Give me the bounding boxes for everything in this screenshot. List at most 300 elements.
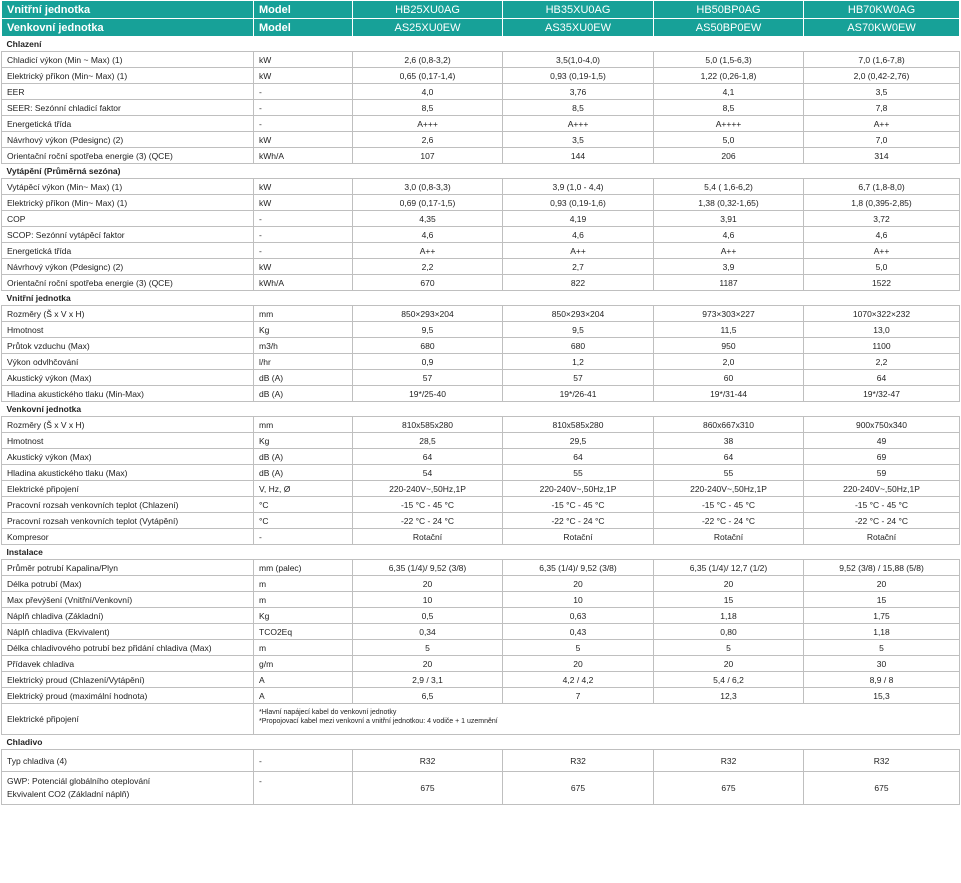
row-value: 3,5 <box>804 84 960 100</box>
row-value: 3,5 <box>503 132 654 148</box>
row-value: 28,5 <box>353 433 503 449</box>
row-value: 64 <box>804 370 960 386</box>
spec-row <box>2 417 960 433</box>
row-value: -22 °C - 24 °C <box>503 513 654 529</box>
row-value: 20 <box>654 576 804 592</box>
spec-row <box>2 84 960 100</box>
row-value: A++++ <box>654 116 804 132</box>
row-value: 850×293×204 <box>503 306 654 322</box>
row-label: Elektrický proud (Chlazení/Vytápění) <box>2 672 254 688</box>
row-value: 0,65 (0,17-1,4) <box>353 68 503 84</box>
row-value: 20 <box>503 576 654 592</box>
row-value: 5,0 (1,5-6,3) <box>654 52 804 68</box>
row-unit: - <box>254 243 353 259</box>
row-value: 1,75 <box>804 608 960 624</box>
row-value: 59 <box>804 465 960 481</box>
note-line: *Hlavní napájecí kabel do venkovní jednotky <box>259 709 397 716</box>
spec-row <box>2 386 960 402</box>
row-value: 3,0 (0,8-3,3) <box>353 179 503 195</box>
row-value: 810x585x280 <box>503 417 654 433</box>
indoor-model: HB70KW0AG <box>804 1 960 19</box>
note-line: *Propojovací kabel mezi venkovní a vnitřní jednotkou: 4 vodiče + 1 uzemnění <box>259 718 498 725</box>
row-label: Hmotnost <box>2 322 254 338</box>
spec-row <box>2 148 960 164</box>
row-value: A++ <box>654 243 804 259</box>
row-value: 675 <box>503 772 654 805</box>
row-value: A+++ <box>353 116 503 132</box>
indoor-model: HB35XU0AG <box>503 1 654 19</box>
row-value: 8,5 <box>353 100 503 116</box>
spec-row <box>2 354 960 370</box>
row-value: 60 <box>654 370 804 386</box>
row-value: 1,2 <box>503 354 654 370</box>
row-label: Návrhový výkon (Pdesignc) (2) <box>2 132 254 148</box>
spec-row <box>2 656 960 672</box>
row-value: 55 <box>503 465 654 481</box>
row-value: 1100 <box>804 338 960 354</box>
row-label: Orientační roční spotřeba energie (3) (QCE) <box>2 148 254 164</box>
section-header <box>2 37 960 52</box>
row-value: 5,4 / 6,2 <box>654 672 804 688</box>
row-value: 3,9 <box>654 259 804 275</box>
row-value: 0,63 <box>503 608 654 624</box>
row-value: 3,76 <box>503 84 654 100</box>
row-unit: dB (A) <box>254 386 353 402</box>
spec-row <box>2 624 960 640</box>
connection-note-row <box>2 704 960 735</box>
row-unit: Kg <box>254 433 353 449</box>
row-unit: kW <box>254 179 353 195</box>
row-value: 4,19 <box>503 211 654 227</box>
row-value: 8,9 / 8 <box>804 672 960 688</box>
row-value: 822 <box>503 275 654 291</box>
spec-row <box>2 52 960 68</box>
section-header <box>2 164 960 179</box>
row-label: Elektrický příkon (Min~ Max) (1) <box>2 195 254 211</box>
outdoor-header-row <box>2 19 960 37</box>
spec-row <box>2 560 960 576</box>
row-value: 29,5 <box>503 433 654 449</box>
row-value: 0,80 <box>654 624 804 640</box>
row-label: Rozměry (Š x V x H) <box>2 417 254 433</box>
spec-row <box>2 608 960 624</box>
row-value: 4,2 / 4,2 <box>503 672 654 688</box>
row-label: Délka potrubí (Max) <box>2 576 254 592</box>
row-value: 1,18 <box>654 608 804 624</box>
row-unit: - <box>254 84 353 100</box>
row-value: 2,9 / 3,1 <box>353 672 503 688</box>
row-value: 2,7 <box>503 259 654 275</box>
row-unit: m <box>254 592 353 608</box>
row-value: 10 <box>353 592 503 608</box>
row-value: 850×293×204 <box>353 306 503 322</box>
row-value: 7,8 <box>804 100 960 116</box>
row-value: 2,2 <box>353 259 503 275</box>
indoor-model-label: Model <box>254 1 353 19</box>
spec-row <box>2 640 960 656</box>
gwp-label-line: Ekvivalent CO2 (Základní náplň) <box>7 789 130 799</box>
row-value: 0,93 (0,19-1,5) <box>503 68 654 84</box>
spec-row <box>2 116 960 132</box>
row-value: 0,34 <box>353 624 503 640</box>
spec-row <box>2 338 960 354</box>
row-value: A++ <box>503 243 654 259</box>
outdoor-model: AS35XU0EW <box>503 19 654 37</box>
row-label: Délka chladivového potrubí bez přidání chladiva (Max) <box>2 640 254 656</box>
row-value: 3,72 <box>804 211 960 227</box>
row-value: 19*/26-41 <box>503 386 654 402</box>
spec-row <box>2 259 960 275</box>
row-unit: - <box>254 772 353 805</box>
section-title: Venkovní jednotka <box>2 402 960 417</box>
row-value: A+++ <box>503 116 654 132</box>
row-value: 5,0 <box>804 259 960 275</box>
row-value: -22 °C - 24 °C <box>654 513 804 529</box>
row-value: 680 <box>503 338 654 354</box>
row-value: 1,18 <box>804 624 960 640</box>
row-value: 2,6 <box>353 132 503 148</box>
section-header <box>2 291 960 306</box>
row-label: Elektrické připojení <box>2 481 254 497</box>
row-value: 0,9 <box>353 354 503 370</box>
row-value: 7 <box>503 688 654 704</box>
row-value: 6,7 (1,8-8,0) <box>804 179 960 195</box>
outdoor-model-label: Model <box>254 19 353 37</box>
row-value: A++ <box>804 243 960 259</box>
row-label: Náplň chladiva (Základní) <box>2 608 254 624</box>
row-value: 13,0 <box>804 322 960 338</box>
row-value: R32 <box>503 750 654 772</box>
row-value: -22 °C - 24 °C <box>353 513 503 529</box>
row-value: 19*/31-44 <box>654 386 804 402</box>
row-unit: - <box>254 116 353 132</box>
row-label: SCOP: Sezónní vytápěcí faktor <box>2 227 254 243</box>
indoor-model: HB25XU0AG <box>353 1 503 19</box>
row-value: 20 <box>804 576 960 592</box>
row-value: 5 <box>804 640 960 656</box>
row-label: Elektrické připojení <box>2 704 254 735</box>
row-unit: kWh/A <box>254 148 353 164</box>
row-value: 38 <box>654 433 804 449</box>
row-value: 69 <box>804 449 960 465</box>
spec-row <box>2 195 960 211</box>
indoor-unit-label: Vnitřní jednotka <box>2 1 254 19</box>
outdoor-model: AS50BP0EW <box>654 19 804 37</box>
spec-row <box>2 497 960 513</box>
spec-row <box>2 370 960 386</box>
row-value: R32 <box>353 750 503 772</box>
row-value: 4,6 <box>804 227 960 243</box>
spec-row <box>2 772 960 805</box>
row-label: Akustický výkon (Max) <box>2 449 254 465</box>
row-value: 57 <box>353 370 503 386</box>
row-label: Hladina akustického tlaku (Min-Max) <box>2 386 254 402</box>
row-unit: dB (A) <box>254 370 353 386</box>
row-value: 220-240V~,50Hz,1P <box>804 481 960 497</box>
row-value: 64 <box>503 449 654 465</box>
row-value: 1,38 (0,32-1,65) <box>654 195 804 211</box>
row-label: Průtok vzduchu (Max) <box>2 338 254 354</box>
row-value: 4,1 <box>654 84 804 100</box>
row-unit: °C <box>254 497 353 513</box>
row-value: 9,52 (3/8) / 15,88 (5/8) <box>804 560 960 576</box>
section-title: Vytápění (Průměrná sezóna) <box>2 164 960 179</box>
row-value: 973×303×227 <box>654 306 804 322</box>
section-header <box>2 545 960 560</box>
row-unit: m <box>254 640 353 656</box>
row-value: 107 <box>353 148 503 164</box>
row-value: R32 <box>654 750 804 772</box>
row-unit: - <box>254 750 353 772</box>
spec-row <box>2 211 960 227</box>
row-value: 1522 <box>804 275 960 291</box>
row-value: A++ <box>353 243 503 259</box>
row-value: 220-240V~,50Hz,1P <box>503 481 654 497</box>
row-value: 8,5 <box>503 100 654 116</box>
row-value: 1187 <box>654 275 804 291</box>
row-value: -15 °C - 45 °C <box>503 497 654 513</box>
section-header <box>2 735 960 750</box>
row-value: Rotační <box>353 529 503 545</box>
row-value: 7,0 (1,6-7,8) <box>804 52 960 68</box>
row-value: 5,0 <box>654 132 804 148</box>
row-label: EER <box>2 84 254 100</box>
row-value: 810x585x280 <box>353 417 503 433</box>
row-unit: dB (A) <box>254 449 353 465</box>
row-unit: °C <box>254 513 353 529</box>
indoor-model: HB50BP0AG <box>654 1 804 19</box>
row-value: 5 <box>353 640 503 656</box>
row-value: 19*/32-47 <box>804 386 960 402</box>
row-value: 20 <box>353 656 503 672</box>
row-value: 220-240V~,50Hz,1P <box>654 481 804 497</box>
row-unit: V, Hz, Ø <box>254 481 353 497</box>
row-unit: kW <box>254 52 353 68</box>
gwp-label-line: GWP: Potenciál globálního oteplování <box>7 776 151 786</box>
section-title: Chlazení <box>2 37 960 52</box>
row-value: 3,9 (1,0 - 4,4) <box>503 179 654 195</box>
row-label: Akustický výkon (Max) <box>2 370 254 386</box>
row-value: 55 <box>654 465 804 481</box>
section-title: Instalace <box>2 545 960 560</box>
row-value: -15 °C - 45 °C <box>804 497 960 513</box>
row-label: Průměr potrubí Kapalina/Plyn <box>2 560 254 576</box>
row-value: 10 <box>503 592 654 608</box>
row-label: Typ chladiva (4) <box>2 750 254 772</box>
row-label: Elektrický příkon (Min~ Max) (1) <box>2 68 254 84</box>
row-value: 6,5 <box>353 688 503 704</box>
row-value: 15,3 <box>804 688 960 704</box>
row-value: 4,6 <box>353 227 503 243</box>
row-value: 30 <box>804 656 960 672</box>
outdoor-model: AS70KW0EW <box>804 19 960 37</box>
row-label: Kompresor <box>2 529 254 545</box>
row-label: Orientační roční spotřeba energie (3) (QCE) <box>2 275 254 291</box>
row-value: 19*/25-40 <box>353 386 503 402</box>
row-label: Vytápěcí výkon (Min~ Max) (1) <box>2 179 254 195</box>
row-label: Chladicí výkon (Min ~ Max) (1) <box>2 52 254 68</box>
row-unit: kW <box>254 259 353 275</box>
indoor-header-row <box>2 1 960 19</box>
spec-row <box>2 68 960 84</box>
spec-row <box>2 688 960 704</box>
row-unit: mm <box>254 306 353 322</box>
row-value: 670 <box>353 275 503 291</box>
row-value: 57 <box>503 370 654 386</box>
row-value: 7,0 <box>804 132 960 148</box>
row-unit: m <box>254 576 353 592</box>
outdoor-unit-label: Venkovní jednotka <box>2 19 254 37</box>
row-value: A++ <box>804 116 960 132</box>
row-value: 860x667x310 <box>654 417 804 433</box>
row-label: Pracovní rozsah venkovních teplot (Chlazení) <box>2 497 254 513</box>
spec-row <box>2 513 960 529</box>
row-value: 1070×322×232 <box>804 306 960 322</box>
row-value: 4,0 <box>353 84 503 100</box>
row-value: 3,5(1,0-4,0) <box>503 52 654 68</box>
row-value: 680 <box>353 338 503 354</box>
row-label: Výkon odvlhčování <box>2 354 254 370</box>
row-value: 0,43 <box>503 624 654 640</box>
row-label <box>2 772 254 805</box>
row-unit: TCO2Eq <box>254 624 353 640</box>
row-value: 12,3 <box>654 688 804 704</box>
row-unit: - <box>254 529 353 545</box>
row-value: -15 °C - 45 °C <box>654 497 804 513</box>
row-unit: kW <box>254 68 353 84</box>
row-value: 5 <box>654 640 804 656</box>
row-value: Rotační <box>654 529 804 545</box>
row-value: 0,69 (0,17-1,5) <box>353 195 503 211</box>
row-unit: Kg <box>254 608 353 624</box>
spec-row <box>2 449 960 465</box>
row-label: Pracovní rozsah venkovních teplot (Vytápění) <box>2 513 254 529</box>
row-label: Max převýšení (Vnitřní/Venkovní) <box>2 592 254 608</box>
row-value: 2,6 (0,8-3,2) <box>353 52 503 68</box>
row-label: Návrhový výkon (Pdesignc) (2) <box>2 259 254 275</box>
spec-row <box>2 322 960 338</box>
spec-row <box>2 576 960 592</box>
row-value: 20 <box>654 656 804 672</box>
spec-row <box>2 592 960 608</box>
row-value: 6,35 (1/4)/ 9,52 (3/8) <box>353 560 503 576</box>
row-value: 675 <box>353 772 503 805</box>
spec-row <box>2 100 960 116</box>
row-value: 0,93 (0,19-1,6) <box>503 195 654 211</box>
section-title: Chladivo <box>2 735 960 750</box>
row-label: Přídavek chladiva <box>2 656 254 672</box>
row-label: Hladina akustického tlaku (Max) <box>2 465 254 481</box>
row-unit: m3/h <box>254 338 353 354</box>
row-unit: - <box>254 100 353 116</box>
row-label: Rozměry (Š x V x H) <box>2 306 254 322</box>
row-value: Rotační <box>503 529 654 545</box>
row-value: 1,8 (0,395-2,85) <box>804 195 960 211</box>
row-value: 675 <box>804 772 960 805</box>
spec-row <box>2 481 960 497</box>
row-value: 15 <box>804 592 960 608</box>
row-label: Hmotnost <box>2 433 254 449</box>
row-value: 54 <box>353 465 503 481</box>
spec-row <box>2 275 960 291</box>
row-value: 64 <box>353 449 503 465</box>
row-value: 4,6 <box>503 227 654 243</box>
row-unit: - <box>254 211 353 227</box>
row-value: 675 <box>654 772 804 805</box>
row-value: 206 <box>654 148 804 164</box>
row-label: Energetická třída <box>2 243 254 259</box>
spec-row <box>2 672 960 688</box>
row-value: 950 <box>654 338 804 354</box>
row-value: 4,6 <box>654 227 804 243</box>
row-label: Elektrický proud (maximální hodnota) <box>2 688 254 704</box>
row-value: R32 <box>804 750 960 772</box>
row-value: 1,22 (0,26-1,8) <box>654 68 804 84</box>
row-unit: kWh/A <box>254 275 353 291</box>
row-value: 4,35 <box>353 211 503 227</box>
spec-row <box>2 433 960 449</box>
row-unit: l/hr <box>254 354 353 370</box>
spec-row <box>2 227 960 243</box>
row-unit: mm (palec) <box>254 560 353 576</box>
section-title: Vnitřní jednotka <box>2 291 960 306</box>
spec-row <box>2 179 960 195</box>
row-unit: A <box>254 672 353 688</box>
row-value: 11,5 <box>654 322 804 338</box>
row-value: 9,5 <box>353 322 503 338</box>
row-value: 3,91 <box>654 211 804 227</box>
row-value: 144 <box>503 148 654 164</box>
row-value: 8,5 <box>654 100 804 116</box>
row-value: 6,35 (1/4)/ 12,7 (1/2) <box>654 560 804 576</box>
row-label: Energetická třída <box>2 116 254 132</box>
row-value: 9,5 <box>503 322 654 338</box>
row-value: 220-240V~,50Hz,1P <box>353 481 503 497</box>
connection-notes <box>254 704 960 735</box>
row-value: 49 <box>804 433 960 449</box>
row-value: 0,5 <box>353 608 503 624</box>
spec-row <box>2 243 960 259</box>
row-unit: Kg <box>254 322 353 338</box>
row-unit: kW <box>254 195 353 211</box>
spec-row <box>2 529 960 545</box>
outdoor-model: AS25XU0EW <box>353 19 503 37</box>
spec-row <box>2 465 960 481</box>
row-label: SEER: Sezónní chladicí faktor <box>2 100 254 116</box>
row-value: 64 <box>654 449 804 465</box>
section-header <box>2 402 960 417</box>
row-unit: g/m <box>254 656 353 672</box>
row-value: 314 <box>804 148 960 164</box>
spec-row <box>2 132 960 148</box>
row-label: Náplň chladiva (Ekvivalent) <box>2 624 254 640</box>
row-value: 2,0 <box>654 354 804 370</box>
row-value: 900x750x340 <box>804 417 960 433</box>
row-unit: dB (A) <box>254 465 353 481</box>
row-value: 5 <box>503 640 654 656</box>
row-value: -22 °C - 24 °C <box>804 513 960 529</box>
row-value: Rotační <box>804 529 960 545</box>
row-value: 5,4 ( 1,6-6,2) <box>654 179 804 195</box>
spec-row <box>2 306 960 322</box>
spec-table <box>1 0 960 805</box>
row-unit: - <box>254 227 353 243</box>
row-value: 15 <box>654 592 804 608</box>
spec-row <box>2 750 960 772</box>
row-value: 6,35 (1/4)/ 9,52 (3/8) <box>503 560 654 576</box>
row-value: 2,0 (0,42-2,76) <box>804 68 960 84</box>
row-value: 20 <box>353 576 503 592</box>
